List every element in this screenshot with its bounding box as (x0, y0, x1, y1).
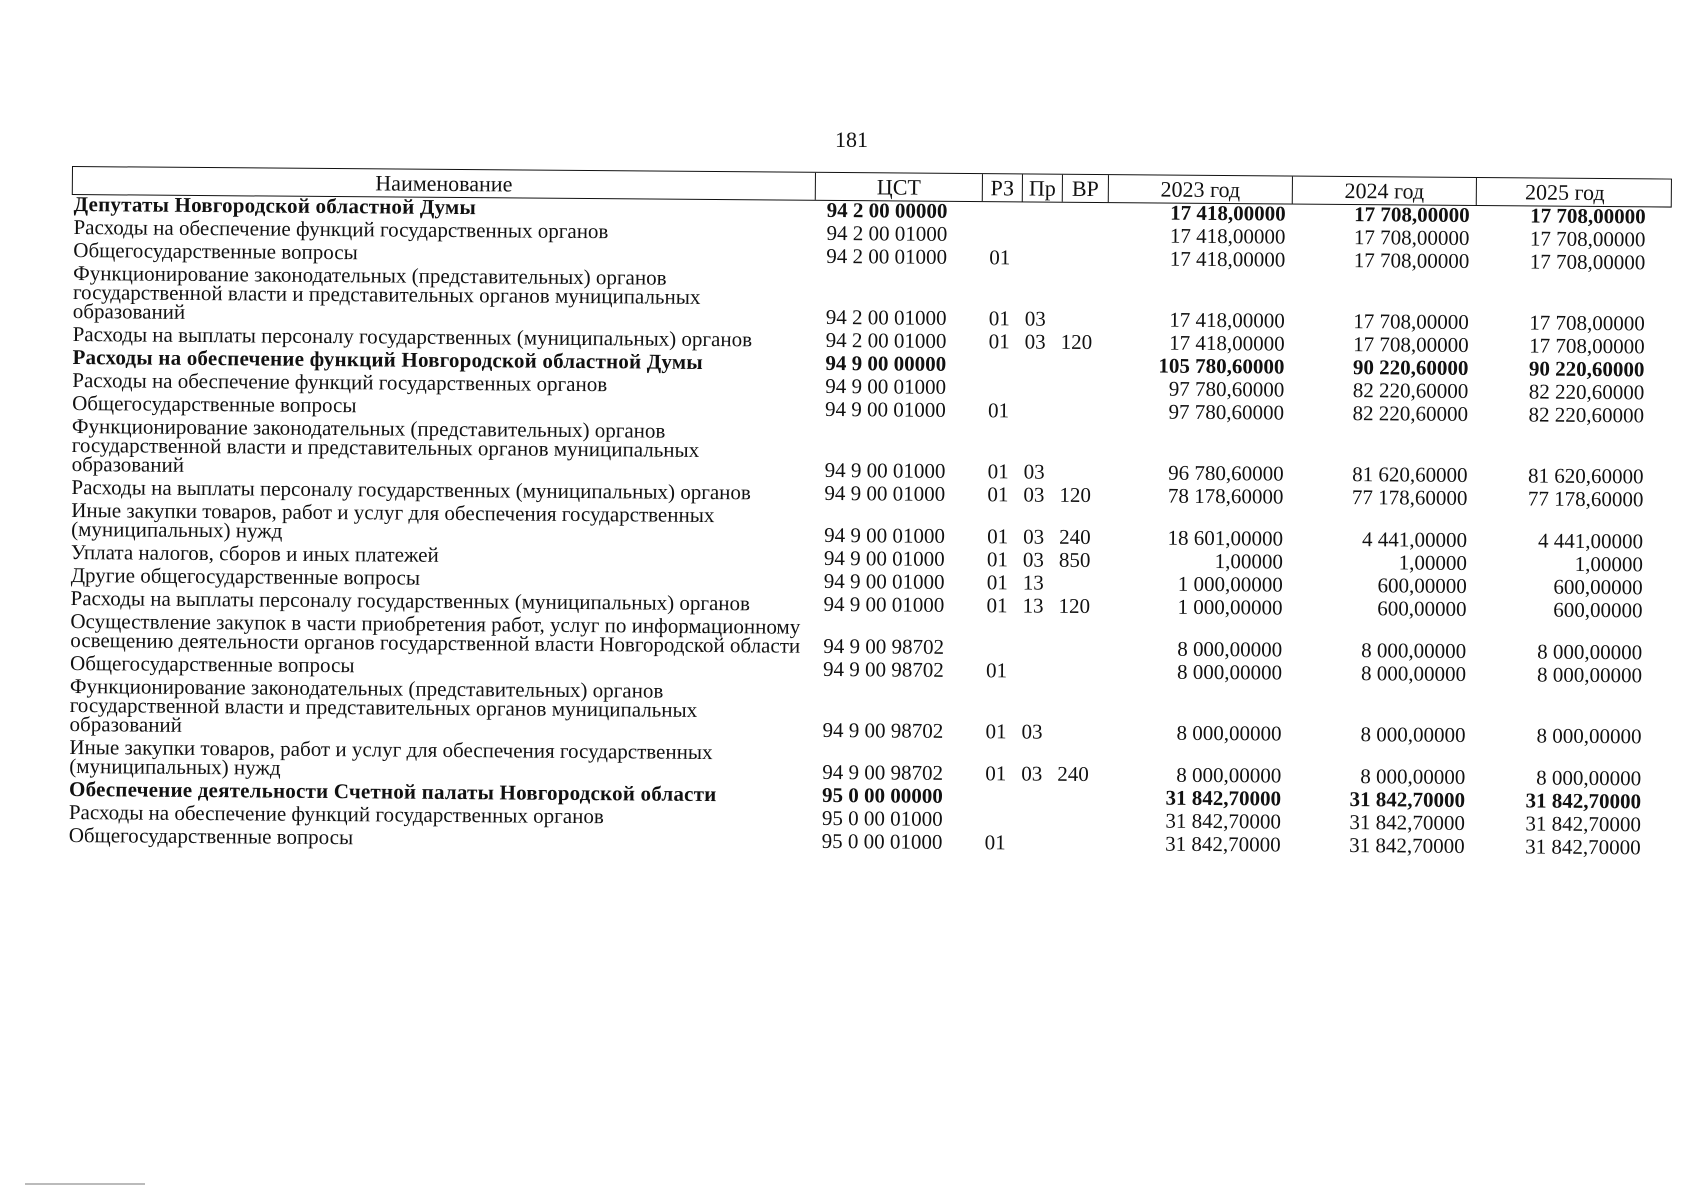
row-value-2023: 105 780,60000 (1158, 353, 1285, 379)
row-value-2023: 78 178,60000 (1167, 483, 1284, 509)
row-value-2024: 8 000,00000 (1360, 722, 1466, 747)
row-cst: 94 2 00 01000 (826, 243, 948, 269)
row-value-2025: 31 842,70000 (1525, 811, 1641, 837)
row-rz: 01 (985, 761, 1007, 786)
row-pr: 13 (1022, 593, 1044, 618)
row-rz: 01 (985, 658, 1008, 683)
row-cst: 95 0 00 01000 (821, 828, 943, 854)
row-value-2025: 17 708,00000 (1529, 226, 1646, 252)
row-value-2025: 17 708,00000 (1529, 310, 1645, 336)
row-value-2025: 4 441,00000 (1538, 528, 1644, 554)
header-2025: 2025 год (1524, 179, 1605, 206)
row-name: Уплата налогов, сборов и иных платежей (70, 540, 439, 567)
row-value-2024: 17 708,00000 (1353, 309, 1469, 334)
row-cst: 94 9 00 98702 (822, 656, 944, 682)
row-cst: 95 0 00 01000 (821, 805, 943, 831)
row-name: Функционирование законодательных (представительных) органов государственной власти и представительных органов муниципальных образований (72, 261, 701, 324)
row-vr: 850 (1058, 547, 1091, 573)
row-value-2023: 31 842,70000 (1165, 785, 1282, 811)
row-pr: 03 (1021, 719, 1043, 744)
row-name: Иные закупки товаров, работ и услуг для обеспечения государственных (муниципальных) нужд (69, 734, 713, 780)
row-value-2025: 77 178,60000 (1527, 486, 1644, 512)
header-2023: 2023 год (1109, 175, 1293, 203)
row-name: Расходы на обеспечение функций государственных органов (73, 215, 609, 244)
row-value-2025: 31 842,70000 (1525, 788, 1642, 814)
row-vr: 120 (1058, 593, 1091, 619)
row-value-2025: 1,00000 (1574, 551, 1644, 577)
row-value-2023: 8 000,00000 (1176, 762, 1282, 788)
row-value-2024: 8 000,00000 (1360, 764, 1466, 789)
row-name: Общегосударственные вопросы (72, 391, 357, 418)
row-pr: 03 (1022, 547, 1045, 572)
row-value-2023: 1,00000 (1214, 548, 1284, 574)
row-pr: 03 (1021, 761, 1043, 786)
row-value-2023: 31 842,70000 (1165, 831, 1281, 857)
row-rz: 01 (987, 459, 1009, 484)
row-value-2024: 17 708,00000 (1353, 225, 1470, 250)
row-value-2024: 81 620,60000 (1352, 462, 1468, 487)
row-cst: 94 9 00 01000 (824, 457, 946, 483)
row-name: Общегосударственные вопросы (73, 238, 358, 265)
row-pr: 03 (1023, 459, 1045, 484)
row-value-2024: 77 178,60000 (1351, 485, 1468, 510)
row-pr: 03 (1024, 329, 1046, 354)
row-value-2024: 17 708,00000 (1354, 202, 1470, 227)
row-value-2023: 97 780,60000 (1168, 376, 1285, 402)
row-value-2025: 31 842,70000 (1525, 834, 1641, 860)
row-value-2024: 8 000,00000 (1360, 661, 1467, 686)
row-value-2024: 600,00000 (1377, 596, 1467, 621)
row-vr: 240 (1057, 761, 1089, 787)
row-pr: 03 (1023, 482, 1045, 507)
row-rz: 01 (988, 306, 1010, 331)
header-pr: Пр (1023, 174, 1063, 201)
row-name: Расходы на обеспечение функций государственных органов (68, 799, 604, 829)
row-value-2025: 17 708,00000 (1529, 249, 1646, 275)
row-rz: 01 (988, 398, 1010, 423)
row-rz: 01 (986, 547, 1009, 572)
row-rz: 01 (986, 570, 1008, 595)
row-value-2023: 1 000,00000 (1177, 571, 1283, 597)
row-name: Расходы на обеспечение функций Новгородской областной Думы (72, 345, 704, 374)
row-value-2025: 8 000,00000 (1536, 662, 1643, 688)
header-cst: ЦСТ (816, 173, 983, 201)
row-value-2023: 8 000,00000 (1176, 720, 1282, 746)
row-rz: 01 (988, 329, 1010, 354)
row-value-2024: 4 441,00000 (1362, 527, 1468, 552)
row-cst: 94 2 00 01000 (825, 304, 947, 330)
row-value-2023: 8 000,00000 (1177, 636, 1283, 662)
row-value-2023: 96 780,60000 (1168, 460, 1284, 486)
row-value-2023: 31 842,70000 (1165, 808, 1281, 834)
row-name: Расходы на обеспечение функций государственных органов (72, 368, 608, 397)
row-cst: 94 9 00 01000 (825, 396, 946, 422)
row-value-2025: 90 220,60000 (1528, 356, 1645, 382)
row-cst: 94 9 00 01000 (823, 568, 945, 594)
row-value-2024: 82 220,60000 (1352, 378, 1469, 403)
row-rz: 01 (987, 482, 1009, 507)
row-name: Функционирование законодательных (представительных) органов государственной власти и представительных органов муниципальных образований (69, 674, 698, 737)
row-value-2024: 90 220,60000 (1352, 355, 1469, 380)
row-pr: 03 (1024, 306, 1046, 331)
row-value-2024: 1,00000 (1398, 550, 1468, 575)
scan-mark (25, 1183, 145, 1185)
row-value-2025: 8 000,00000 (1536, 723, 1642, 749)
header-2024: 2024 год (1293, 177, 1477, 205)
row-value-2023: 17 418,00000 (1170, 200, 1286, 226)
row-cst: 94 2 00 01000 (825, 327, 947, 353)
row-value-2025: 600,00000 (1553, 574, 1643, 600)
row-name: Функционирование законодательных (представительных) органов государственной власти и представительных органов муниципальных образований (71, 414, 700, 477)
row-value-2023: 17 418,00000 (1169, 307, 1285, 333)
row-value-2024: 17 708,00000 (1353, 332, 1469, 357)
row-cst: 94 9 00 01000 (825, 373, 947, 399)
budget-table (67, 166, 1672, 862)
row-value-2023: 17 418,00000 (1169, 330, 1285, 356)
row-value-2025: 600,00000 (1553, 597, 1643, 623)
row-name: Депутаты Новгородской областной Думы (73, 192, 477, 220)
row-value-2025: 81 620,60000 (1528, 463, 1644, 489)
row-cst: 94 9 00 01000 (824, 522, 945, 548)
row-value-2023: 18 601,00000 (1167, 525, 1284, 551)
row-value-2024: 31 842,70000 (1349, 810, 1465, 835)
row-value-2024: 31 842,70000 (1349, 787, 1466, 812)
row-value-2025: 8 000,00000 (1537, 639, 1643, 665)
row-cst: 94 9 00 98702 (823, 633, 945, 659)
row-value-2024: 600,00000 (1377, 573, 1467, 598)
row-cst: 94 9 00 00000 (825, 350, 947, 376)
row-value-2025: 82 220,60000 (1528, 402, 1645, 428)
row-name: Обеспечение деятельности Счетной палаты Новгородской области (69, 776, 717, 807)
row-cst: 94 9 00 01000 (823, 591, 945, 617)
row-name: Расходы на выплаты персоналу государственных (муниципальных) органов (72, 322, 753, 352)
row-value-2023: 17 418,00000 (1169, 223, 1286, 249)
row-cst: 94 9 00 98702 (822, 759, 944, 785)
row-rz: 01 (985, 719, 1007, 744)
row-rz: 01 (987, 524, 1009, 549)
row-value-2024: 82 220,60000 (1352, 401, 1469, 426)
row-value-2023: 8 000,00000 (1176, 659, 1283, 685)
header-vr: ВР (1063, 175, 1109, 202)
page-number: 181 (835, 127, 868, 152)
row-value-2023: 97 780,60000 (1168, 399, 1285, 425)
row-rz: 01 (989, 245, 1011, 270)
row-name: Осуществление закупок в части приобретения работ, услуг по информационному освещению деятельности органов государственной власти Новгородской области (70, 609, 801, 658)
header-name: Наименование (73, 167, 816, 200)
row-value-2024: 31 842,70000 (1349, 833, 1465, 858)
row-cst: 94 9 00 01000 (823, 545, 945, 571)
row-name: Расходы на выплаты персоналу государственных (муниципальных) органов (71, 475, 751, 505)
header-rz: РЗ (983, 174, 1023, 201)
row-vr: 120 (1060, 329, 1093, 355)
row-name: Иные закупки товаров, работ и услуг для обеспечения государственных (муниципальных) нужд (71, 498, 715, 543)
row-cst: 95 0 00 00000 (821, 782, 943, 808)
row-value-2025: 82 220,60000 (1528, 379, 1645, 405)
row-rz: 01 (986, 593, 1008, 618)
row-value-2023: 1 000,00000 (1177, 594, 1283, 620)
row-cst: 94 9 00 01000 (824, 480, 946, 506)
row-vr: 120 (1059, 482, 1092, 508)
row-vr: 240 (1059, 524, 1091, 550)
row-pr: 13 (1022, 570, 1044, 595)
row-name: Другие общегосударственные вопросы (70, 563, 421, 590)
row-value-2025: 8 000,00000 (1536, 765, 1642, 791)
row-cst: 94 2 00 01000 (826, 220, 948, 246)
row-name: Общегосударственные вопросы (70, 651, 355, 678)
row-value-2024: 17 708,00000 (1353, 248, 1470, 273)
row-rz: 01 (984, 830, 1006, 855)
row-value-2024: 8 000,00000 (1361, 638, 1467, 663)
row-cst: 94 9 00 98702 (822, 717, 944, 743)
row-name: Расходы на выплаты персоналу государственных (муниципальных) органов (70, 586, 751, 616)
row-value-2023: 17 418,00000 (1169, 246, 1286, 272)
row-value-2025: 17 708,00000 (1529, 333, 1645, 359)
row-cst: 94 2 00 00000 (826, 197, 948, 223)
row-pr: 03 (1023, 524, 1045, 549)
row-value-2025: 17 708,00000 (1530, 203, 1646, 229)
row-name: Общегосударственные вопросы (68, 822, 354, 850)
